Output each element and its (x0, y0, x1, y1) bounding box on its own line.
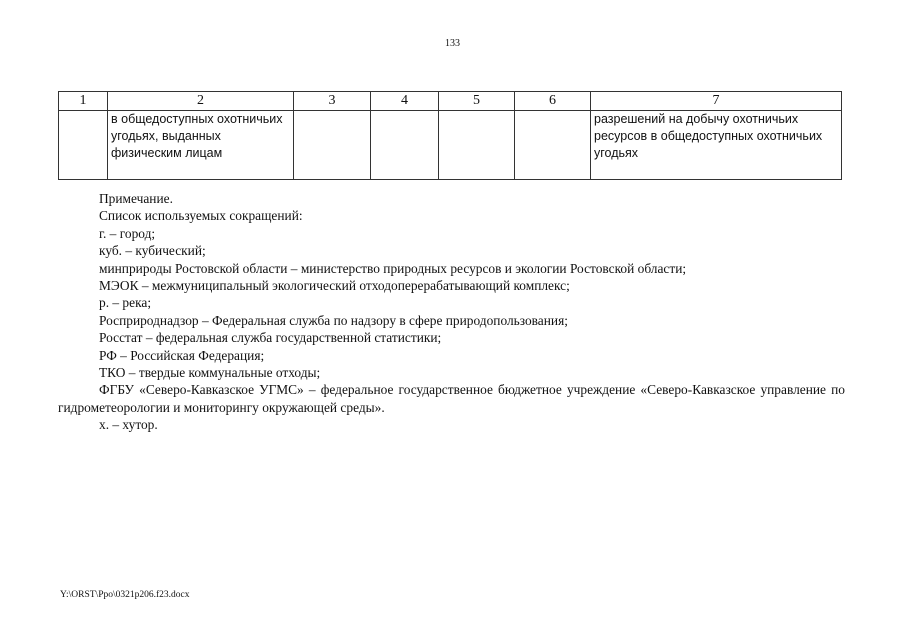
abbreviations-list-title: Список используемых сокращений: (99, 208, 303, 224)
abbreviation-item: минприроды Ростовской области – министерство природных ресурсов и экологии Ростовской области; (99, 260, 687, 276)
abbreviations-notes (58, 190, 845, 434)
table-cell-6 (515, 111, 591, 180)
column-header-5: 5 (439, 92, 515, 111)
column-header-1: 1 (59, 92, 108, 111)
table-cell-5 (439, 111, 515, 180)
column-header-7: 7 (591, 92, 842, 111)
abbreviation-item: ФГБУ «Северо-Кавказское УГМС» – федеральное государственное бюджетное учреждение «Северо-Кавказское управление по гидрометеорологии и мониторингу окружающей среды». (58, 382, 845, 415)
abbreviation-item: Росстат – федеральная служба государственной статистики; (99, 330, 442, 346)
table-cell-1 (59, 111, 108, 180)
column-header-2: 2 (108, 92, 294, 111)
note-heading: Примечание. (99, 191, 173, 206)
table-cell-4 (371, 111, 439, 180)
table-header-row (59, 92, 842, 111)
continuation-table (58, 91, 842, 180)
table-cell-3 (294, 111, 371, 180)
abbreviation-item: х. – хутор. (99, 417, 158, 433)
abbreviation-item: МЭОК – межмуниципальный экологический отходоперерабатывающий комплекс; (99, 278, 570, 294)
abbreviation-item: куб. – кубический; (99, 243, 206, 259)
column-header-6: 6 (515, 92, 591, 111)
column-header-4: 4 (371, 92, 439, 111)
abbreviation-item: р. – река; (99, 295, 152, 311)
abbreviation-item: Росприроднадзор – Федеральная служба по надзору в сфере природопользования; (99, 312, 568, 328)
footer-file-path: Y:\ORST\Ppo\0321p206.f23.docx (60, 590, 190, 600)
table-cell-7: разрешений на добычу охотничьих ресурсов в общедоступных охотничьих угодьях (591, 111, 842, 180)
column-header-3: 3 (294, 92, 371, 111)
abbreviation-item: ТКО – твердые коммунальные отходы; (99, 365, 321, 381)
table-row (59, 111, 842, 180)
abbreviation-item: РФ – Российская Федерация; (99, 347, 265, 363)
abbreviation-item: г. – город; (99, 225, 156, 241)
table-cell-2: в общедоступных охотничьих угодьях, выданных физическим лицам (108, 111, 294, 180)
page-number: 133 (445, 38, 460, 49)
